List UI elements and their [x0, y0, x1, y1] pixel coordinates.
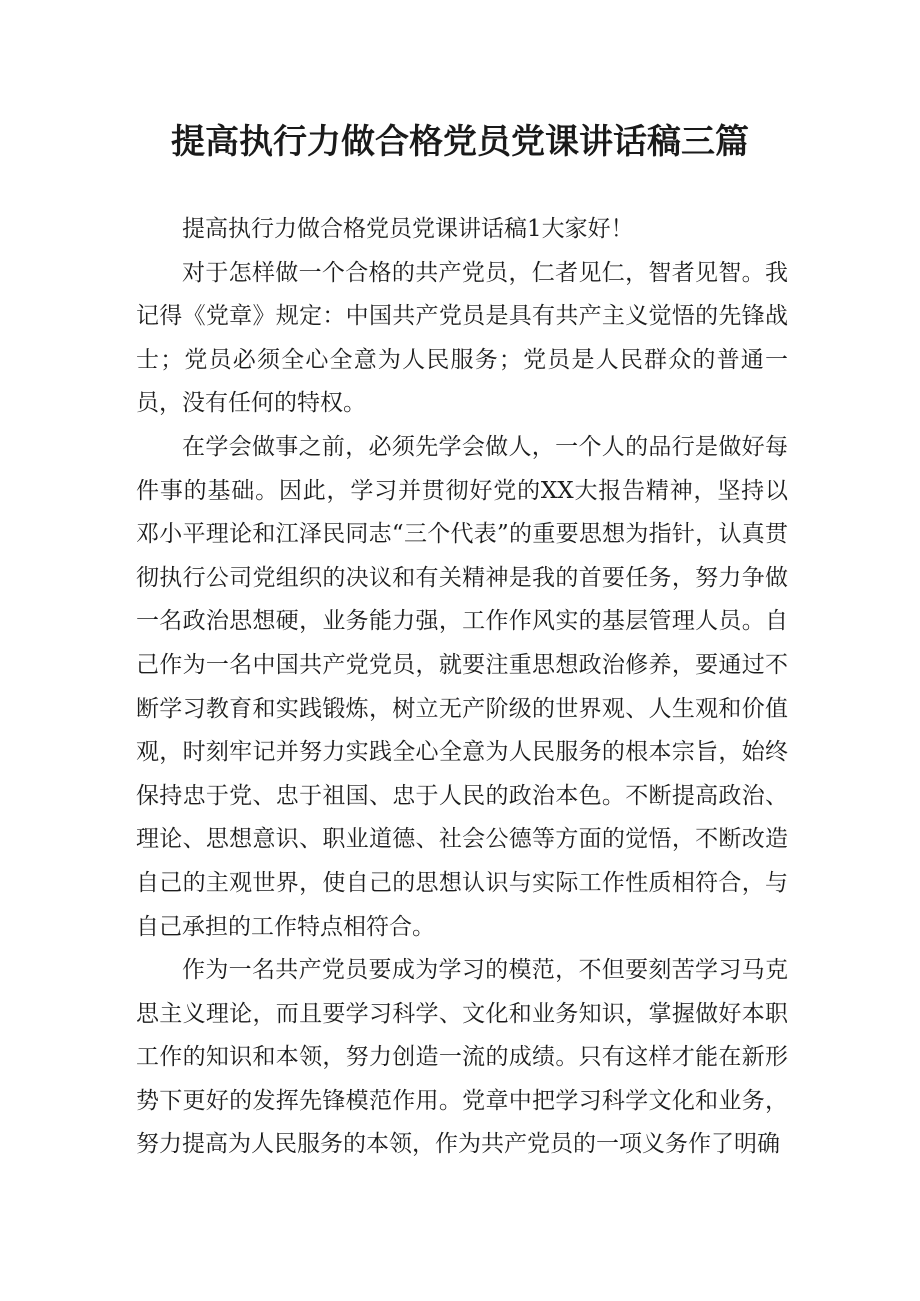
paragraph-conduct: 在学会做事之前，必须先学会做人，一个人的品行是做好每件事的基础。因此，学习并贯彻好党的XX大报告精神，坚持以邓小平理论和江泽民同志“三个代表”的重要思想为指针，认真贯彻执行公司党组织的决议和有关精神是我的首要任务，努力争做一名政治思想硬，业务能力强，工作作风实的基层管理人员。自己作为一名中国共产党党员，就要注重思想政治修养，要通过不断学习教育和实践锻炼，树立无产阶级的世界观、人生观和价值观，时刻牢记并努力实践全心全意为人民服务的根本宗旨，始终保持忠于党、忠于祖国、忠于人民的政治本色。不断提高政治、理论、思想意识、职业道德、社会公德等方面的觉悟，不断改造自己的主观世界，使自己的思想认识与实际工作性质相符合，与自己承担的工作特点相符合。 — [136, 433, 788, 940]
paragraph-greeting: 提高执行力做合格党员党课讲话稿1大家好！ — [182, 216, 634, 242]
paragraph-learning: 作为一名共产党员要成为学习的模范，不但要刻苦学习马克思主义理论，而且要学习科学、文化和业务知识，掌握做好本职工作的知识和本领，努力创造一流的成绩。只有这样才能在新形势下更好的发挥先锋模范作用。党章中把学习科学文化和业务，努力提高为人民服务的本领，作为共产党员的一项义务作了明确 — [136, 957, 788, 1158]
document-title: 提高执行力做合格党员党课讲话稿三篇 — [171, 122, 749, 162]
document-body — [136, 208, 788, 1167]
paragraph-party-constitution: 对于怎样做一个合格的共产党员，仁者见仁，智者见智。我记得《党章》规定：中国共产党员是具有共产主义觉悟的先锋战士；党员必须全心全意为人民服务；党员是人民群众的普通一员，没有任何的特权。 — [136, 259, 788, 417]
